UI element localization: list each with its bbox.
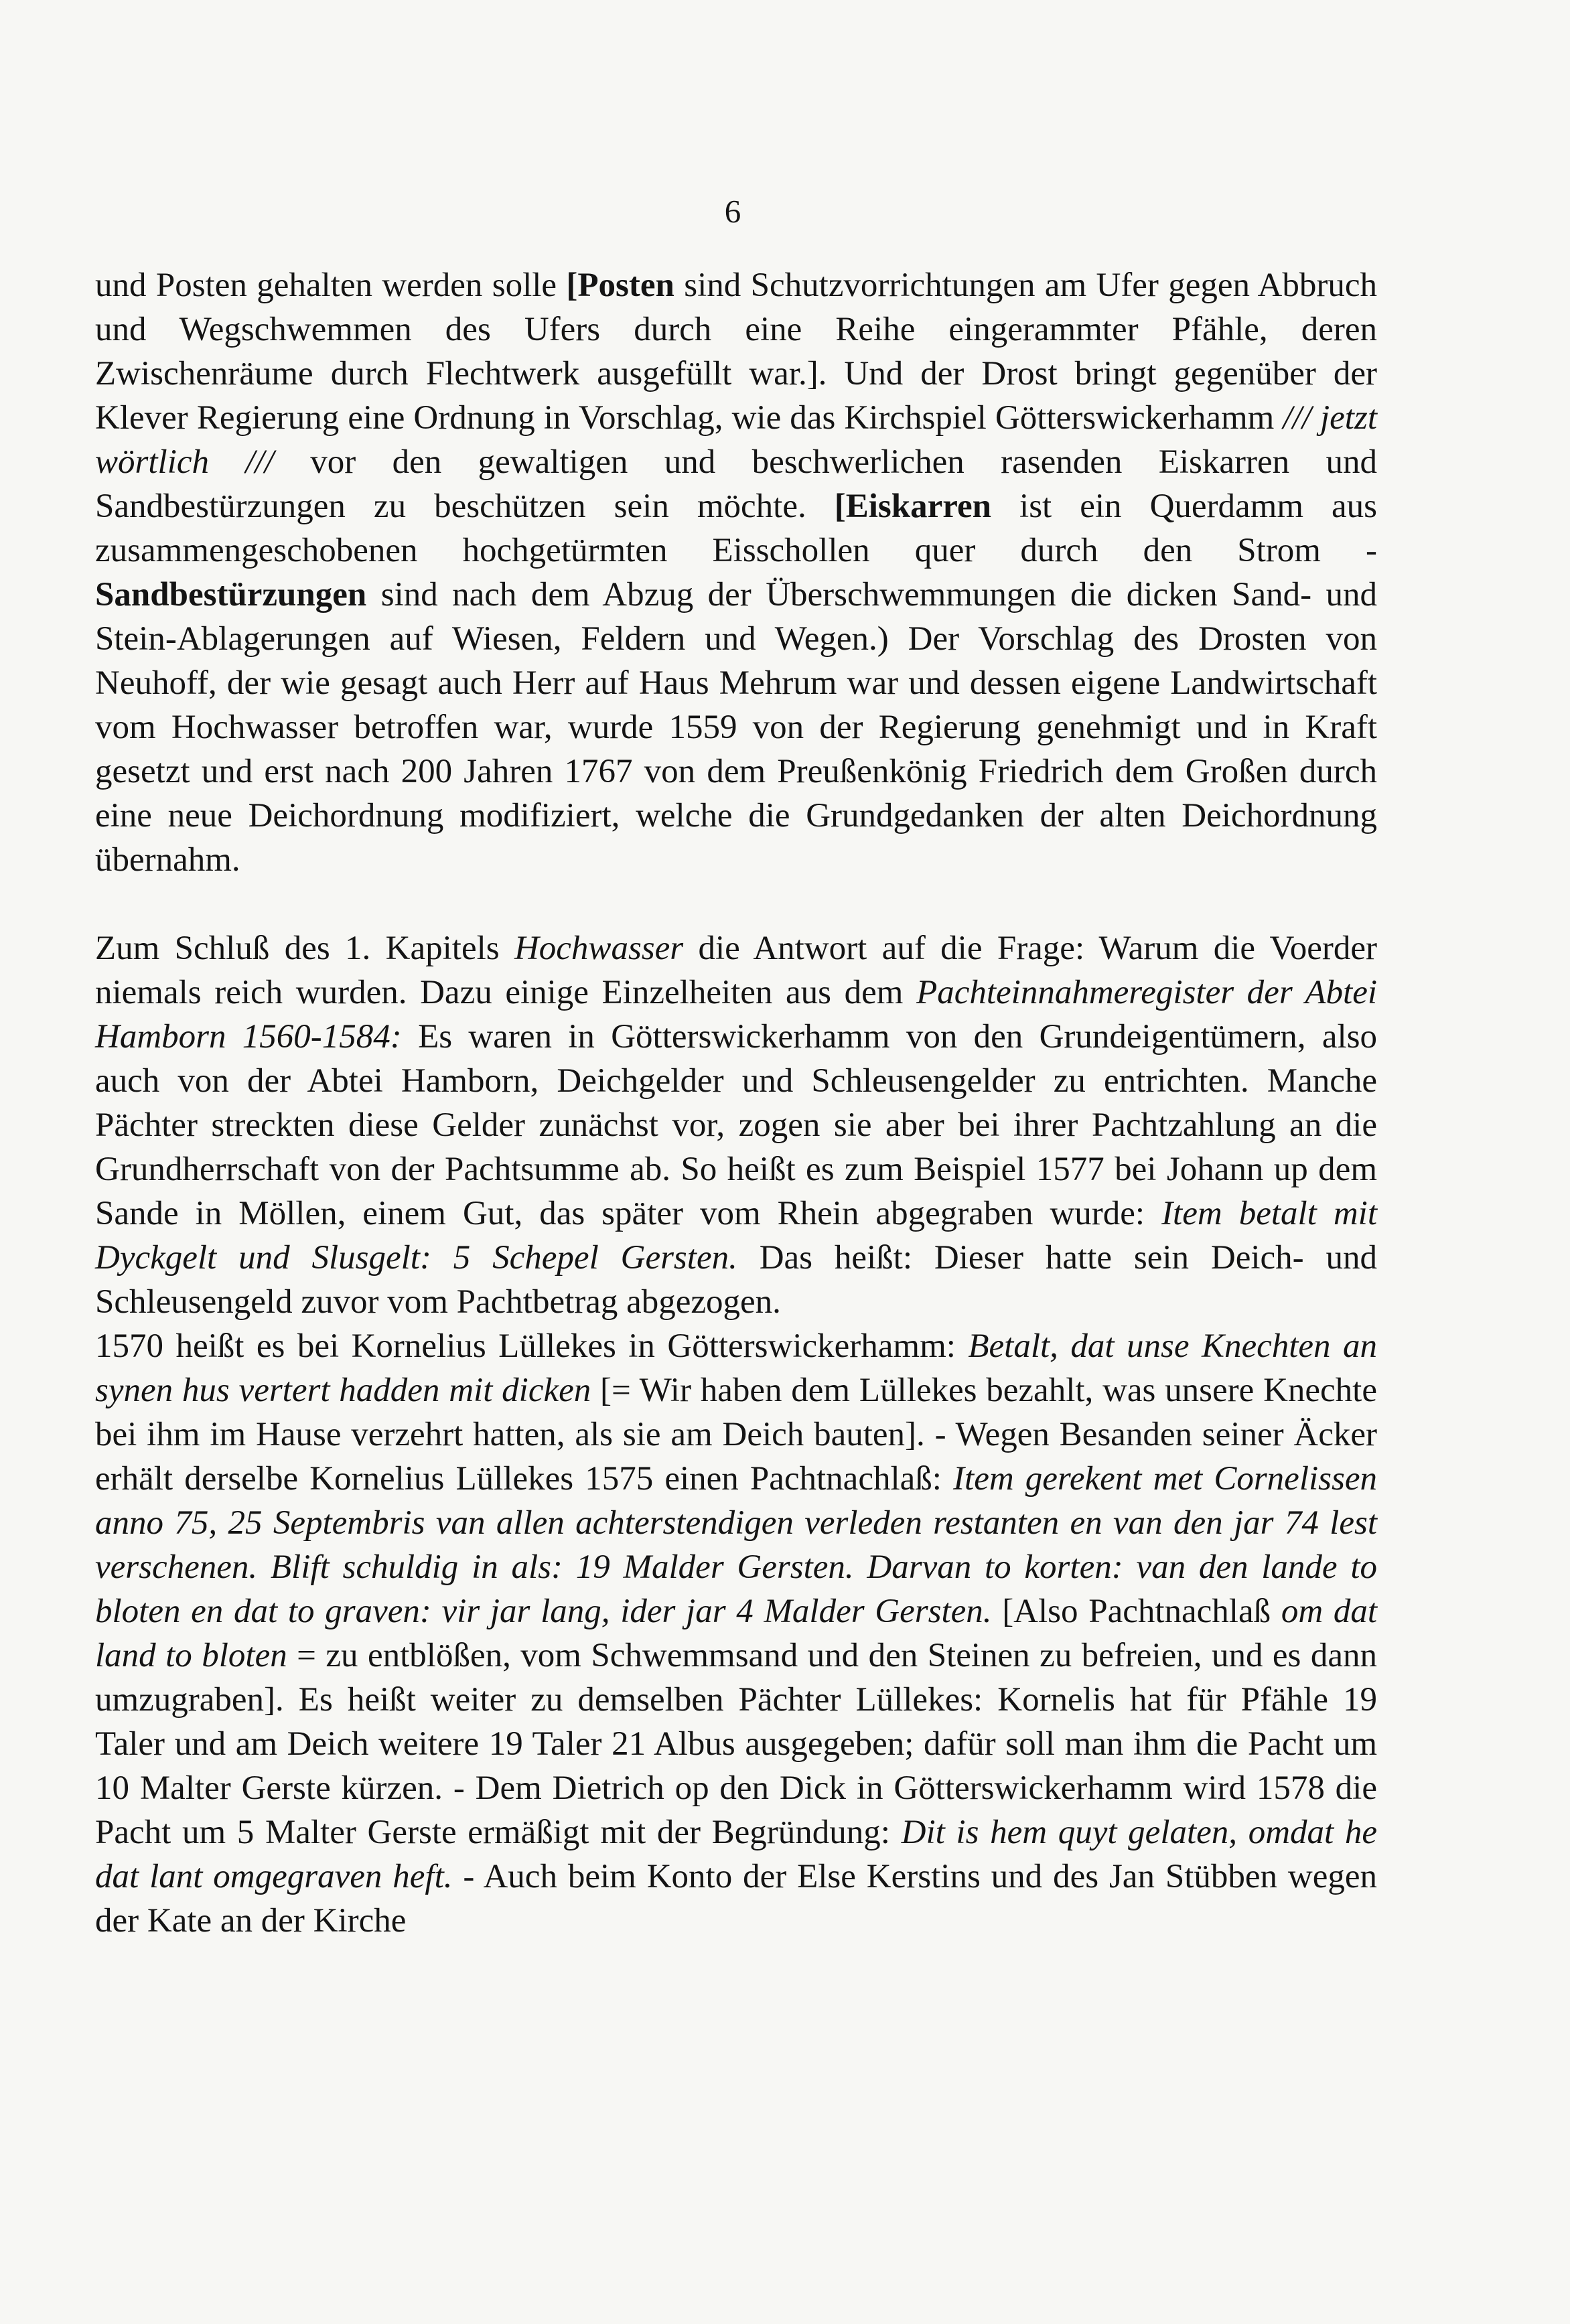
text-run: [Also Pachtnachlaß <box>991 1593 1281 1630</box>
text-run: Es waren in Götterswickerhamm von den Grundeigentümern, also auch von der Abtei Hamborn, Deichgelder und Schleusengelder zu entrichten. Manche Pächter streckten diese Gelder zunächst vor, zogen sie aber bei ihrer Pachtzahlung an die Grundherrschaft von der Pachtsumme ab. So heißt es zum Beispiel 1577 bei Johann up dem Sande in Möllen, einem Gut, das später vom Rhein abgegraben wurde: <box>95 1018 1377 1232</box>
text-run: = zu entblößen, vom Schwemmsand und den Steinen zu befreien, und es dann umzugraben]. Es heißt weiter zu demselben Pächter Lüllekes: Kornelis hat für Pfähle 19 Taler und am Deich weitere 19 Taler 21 Albus ausgegeben; dafür soll man ihm die Pacht um 10 Malter Gerste kürzen. - Dem Dietrich op den Dick in Götterswickerhamm wird 1578 die Pacht um 5 Malter Gerste ermäßigt mit der Begründung: <box>95 1637 1377 1851</box>
text-run: ist ein Querdamm aus zusammengeschobenen hochgetürmten Eisschollen quer durch den Strom - <box>95 488 1378 569</box>
italic-source: Pachteinnahmeregister der Abtei Hamborn 1560-1584: <box>95 974 1377 1056</box>
paragraph-2 <box>95 926 1377 1324</box>
paragraph-1 <box>95 263 1377 882</box>
text-run: vor den gewaltigen und beschwerlichen rasenden Eiskarren und Sandbestürzungen zu beschützen sein möchte. <box>95 443 1377 525</box>
quote-marker: /// jetzt wörtlich /// <box>95 399 1377 481</box>
text-run: Zum Schluß des 1. Kapitels <box>95 930 514 967</box>
term-eiskarren: [Eiskarren <box>834 488 991 525</box>
term-posten: [Posten <box>566 267 674 304</box>
text-run: sind Schutzvorrichtungen am Ufer gegen Abbruch und Wegschwemmen des Ufers durch eine Reihe eingerammter Pfähle, deren Zwischenräume durch Flechtwerk ausgefüllt war.]. Und der Drost bringt gegenüber der Klever Regierung eine Ordnung in Vorschlag, wie das Kirchspiel Götterswickerhamm <box>95 267 1377 437</box>
italic-quote: Betalt, dat unse Knechten an synen hus vertert hadden mit dicken <box>95 1327 1377 1409</box>
text-run: - Auch beim Konto der Else Kerstins und des Jan Stübben wegen der Kate an der Kirche <box>95 1858 1377 1940</box>
italic-quote: Item betalt mit Dyckgelt und Slusgelt: 5 Schepel Gersten. <box>95 1195 1377 1277</box>
italic-title: Hochwasser <box>514 930 684 967</box>
body-text <box>95 263 1377 1943</box>
paragraph-3 <box>95 1324 1377 1943</box>
page-number: 6 <box>724 193 741 230</box>
text-run: und Posten gehalten werden solle <box>95 267 567 304</box>
text-run: [= Wir haben dem Lüllekes bezahlt, was unsere Knechte bei ihm im Hause verzehrt hatten, als sie am Deich bauten]. - Wegen Besanden seiner Äcker erhält derselbe Kornelius Lüllekes 1575 einen Pachtnachlaß: <box>95 1372 1377 1498</box>
text-run: sind nach dem Abzug der Überschwemmungen die dicken Sand- und Stein-Ablagerungen auf Wiesen, Feldern und Wegen.) Der Vorschlag des Drosten von Neuhoff, der wie gesagt auch Herr auf Haus Mehrum war und dessen eigene Landwirtschaft vom Hochwasser betroffen war, wurde 1559 von der Regierung genehmigt und in Kraft gesetzt und erst nach 200 Jahren 1767 von dem Preußenkönig Friedrich dem Großen durch eine neue Deichordnung modifiziert, welche die Grundgedanken der alten Deichordnung übernahm. <box>95 576 1377 879</box>
text-run: 1570 heißt es bei Kornelius Lüllekes in Götterswickerhamm: <box>95 1327 969 1365</box>
text-run: die Antwort auf die Frage: Warum die Voerder niemals reich wurden. Dazu einige Einzelheiten aus dem <box>95 930 1377 1011</box>
italic-quote: Item gerekent met Cornelissen anno 75, 25 Septembris van allen achterstendigen verleden restanten en van den jar 74 lest verschenen. Blift schuldig in als: 19 Malder Gersten. Darvan to korten: van den lande to bloten en dat to graven: vir jar lang, ider jar 4 Malder Gersten. <box>95 1460 1377 1630</box>
italic-quote: Dit is hem quyt gelaten, omdat he dat lant omgegraven heft. <box>95 1814 1377 1895</box>
italic-quote: om dat land to bloten <box>95 1593 1378 1674</box>
text-run: Das heißt: Dieser hatte sein Deich- und Schleusengeld zuvor vom Pachtbetrag abgezogen. <box>95 1239 1377 1321</box>
term-sandbestuerzungen: Sandbestürzungen <box>95 576 367 613</box>
